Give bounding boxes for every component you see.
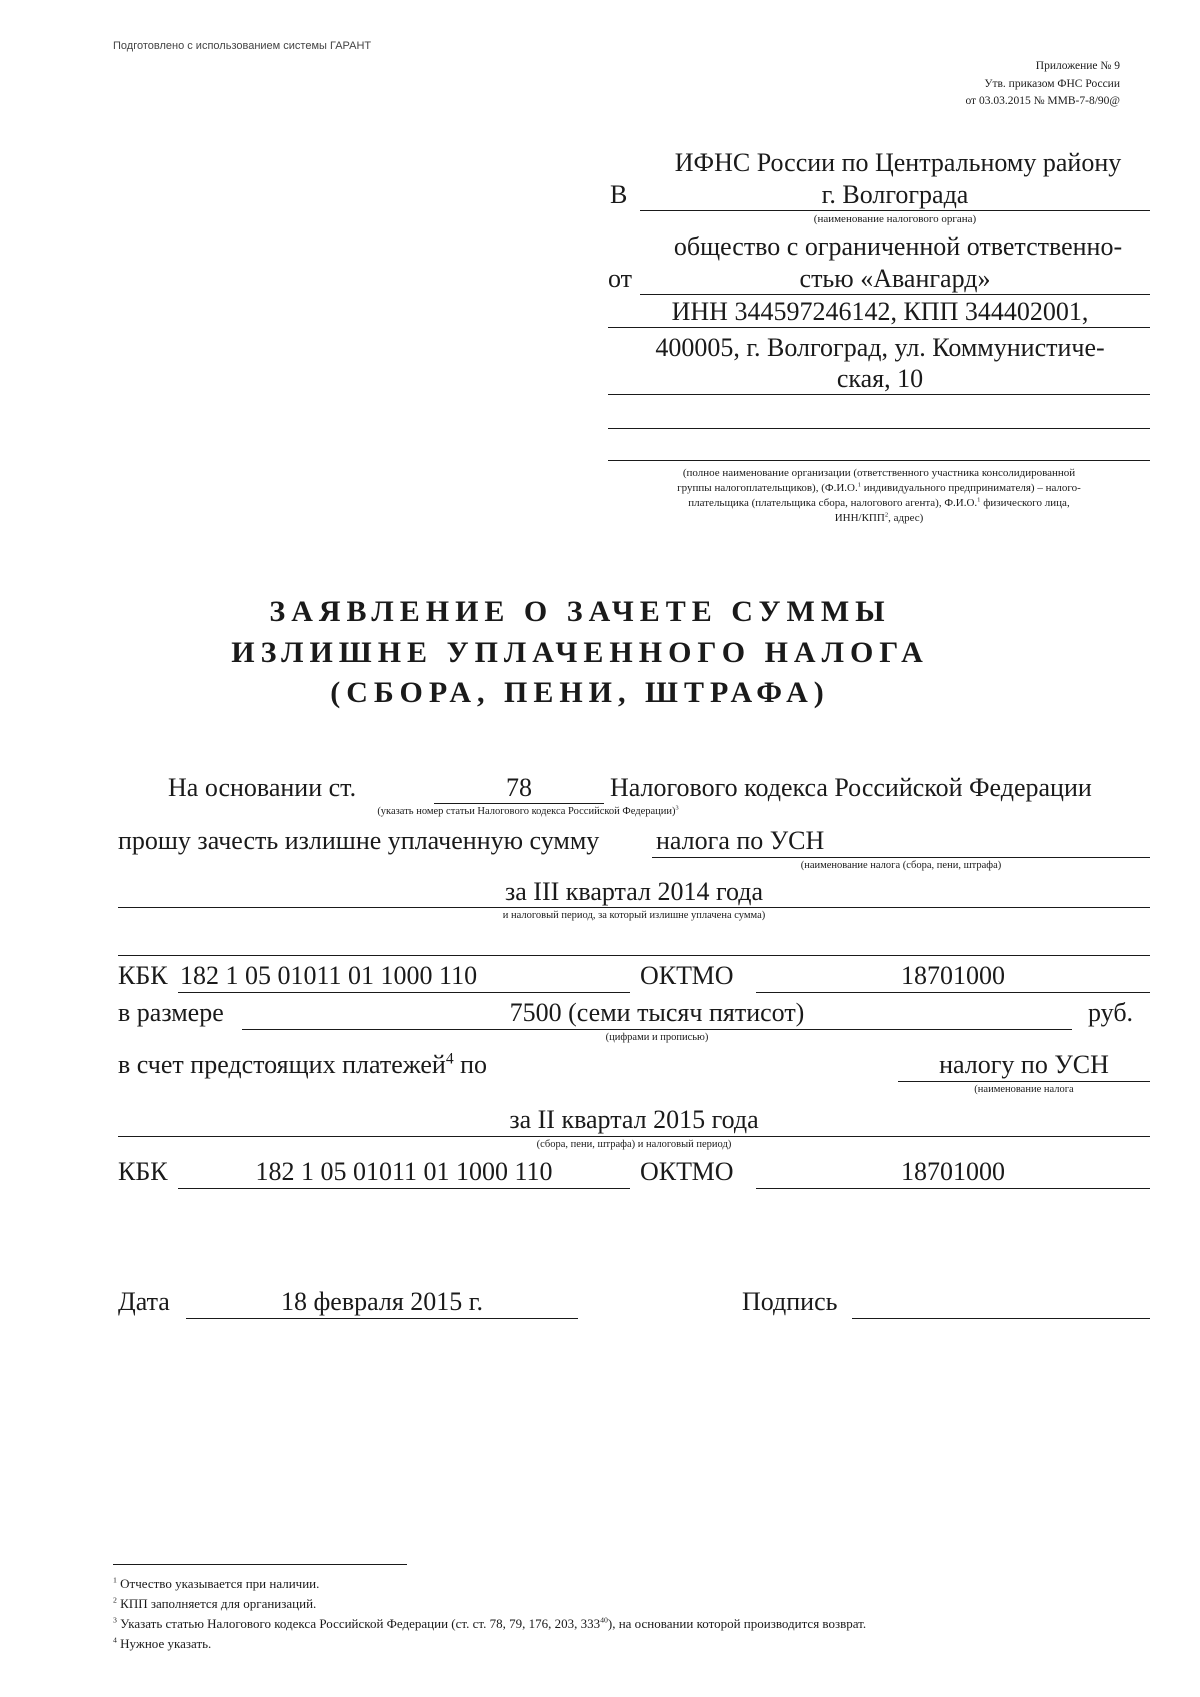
org-underline-3 — [608, 394, 1150, 395]
oktmo-underline-1 — [756, 992, 1150, 993]
kbk-value-2: 182 1 05 01011 01 1000 110 — [255, 1157, 553, 1186]
org-caption: (полное наименование организации (ответственного участника консолидированной группы налогоплательщиков), (Ф.И.О.$^1$ индивидуального предпринимателя) – налого- плательщика (плательщика сбора, налогового агента), Ф.И.О.$^1$ физического лица, ИНН/КПП$^2$, адрес) — [677, 467, 1081, 524]
authority-line1: ИФНС России по Центральному району — [674, 148, 1122, 177]
oktmo-label-2: ОКТМО — [640, 1157, 734, 1186]
prefix-to: В — [610, 180, 628, 209]
kbk-underline-2 — [178, 1188, 630, 1189]
amount-value: 7500 (семи тысяч пятисот) — [509, 998, 805, 1027]
article-caption: (указать номер статьи Налогового кодекса Российской Федерации)$^3$ — [377, 804, 679, 817]
approval-note: Утв. приказом ФНС России — [984, 78, 1120, 90]
footnote-2: $^2$ КПП заполняется для организаций. — [113, 1595, 317, 1611]
authority-caption: (наименование налогового органа) — [813, 213, 977, 225]
future-period-underline — [118, 1136, 1150, 1137]
amount-underline — [242, 1029, 1072, 1030]
org-line3: ИНН 344597246142, КПП 344402001, — [671, 297, 1089, 326]
prefix-from: от — [608, 264, 633, 293]
future-tax: налогу по УСН — [939, 1050, 1109, 1079]
date-underline — [186, 1318, 578, 1319]
amount-prefix: в размере — [118, 998, 224, 1027]
tax-underline — [652, 857, 1150, 858]
title-line1: ЗАЯВЛЕНИЕ О ЗАЧЕТЕ СУММЫ — [269, 595, 891, 628]
future-period: за II квартал 2015 года — [509, 1105, 759, 1134]
article-underline — [434, 803, 604, 804]
period-underline — [118, 907, 1150, 908]
oktmo-value-2: 18701000 — [901, 1157, 1005, 1186]
footnote-separator — [113, 1564, 407, 1565]
footnote-3: $^3$ Указать статью Налогового кодекса Российской Федерации (ст. ст. 78, 79, 176, 203, $333^{40}$), на основании которой производится возврат. — [113, 1615, 867, 1631]
basis-prefix: На основании ст. — [168, 773, 357, 802]
kbk-underline-1 — [178, 992, 630, 993]
period-caption: и налоговый период, за который излишне уплачена сумма) — [502, 910, 766, 921]
title-line2: ИЗЛИШНЕ УПЛАЧЕННОГО НАЛОГА — [231, 636, 929, 669]
period-value: за III квартал 2014 года — [504, 877, 763, 906]
date-label: Дата — [118, 1287, 170, 1316]
org-line2: стью «Авангард» — [799, 264, 991, 293]
org-underline-5 — [608, 460, 1150, 461]
tax-caption: (наименование налога (сбора, пени, штрафа) — [800, 860, 1002, 871]
org-line4: 400005, г. Волгоград, ул. Коммунистиче- — [655, 333, 1105, 362]
org-underline-4 — [608, 428, 1150, 429]
oktmo-value-1: 18701000 — [901, 961, 1005, 990]
signature-underline — [852, 1318, 1150, 1319]
oktmo-label-1: ОКТМО — [640, 961, 734, 990]
tax-name: налога по УСН — [656, 826, 825, 855]
authority-underline — [640, 210, 1150, 211]
separator-line — [118, 955, 1150, 956]
future-tax-underline — [898, 1081, 1150, 1082]
future-prefix: в счет предстоящих платежей$^4$ по — [118, 1050, 488, 1079]
org-underline-1 — [640, 294, 1150, 295]
basis-suffix: Налогового кодекса Российской Федерации — [610, 773, 1092, 802]
authority-line2: г. Волгограда — [821, 180, 969, 209]
footnote-4: $^4$ Нужное указать. — [113, 1635, 212, 1651]
org-line5: ская, 10 — [836, 364, 924, 393]
kbk-value-1: 182 1 05 01011 01 1000 110 — [180, 961, 478, 990]
future-caption: (наименование налога — [974, 1084, 1074, 1095]
oktmo-underline-2 — [756, 1188, 1150, 1189]
kbk-label-2: КБК — [118, 1157, 168, 1186]
article-number: 78 — [506, 773, 532, 802]
appendix-number: Приложение № 9 — [1035, 60, 1120, 72]
date-value: 18 февраля 2015 г. — [280, 1287, 484, 1316]
request-text: прошу зачесть излишне уплаченную сумму — [118, 826, 600, 855]
amount-suffix: руб. — [1088, 998, 1134, 1027]
system-note: Подготовлено с использованием системы ГАРАНТ — [113, 40, 372, 52]
org-line1: общество с ограниченной ответственно- — [673, 232, 1123, 261]
amount-caption: (цифрами и прописью) — [605, 1032, 709, 1043]
title-line3: (СБОРА, ПЕНИ, ШТРАФА) — [330, 676, 830, 709]
signature-label: Подпись — [742, 1287, 838, 1316]
kbk-label-1: КБК — [118, 961, 168, 990]
future-period-caption: (сбора, пени, штрафа) и налоговый период) — [536, 1139, 732, 1150]
order-number: от 03.03.2015 № ММВ-7-8/90@ — [965, 95, 1120, 107]
org-underline-2 — [608, 327, 1150, 328]
footnote-1: $^1$ Отчество указывается при наличии. — [113, 1575, 320, 1591]
